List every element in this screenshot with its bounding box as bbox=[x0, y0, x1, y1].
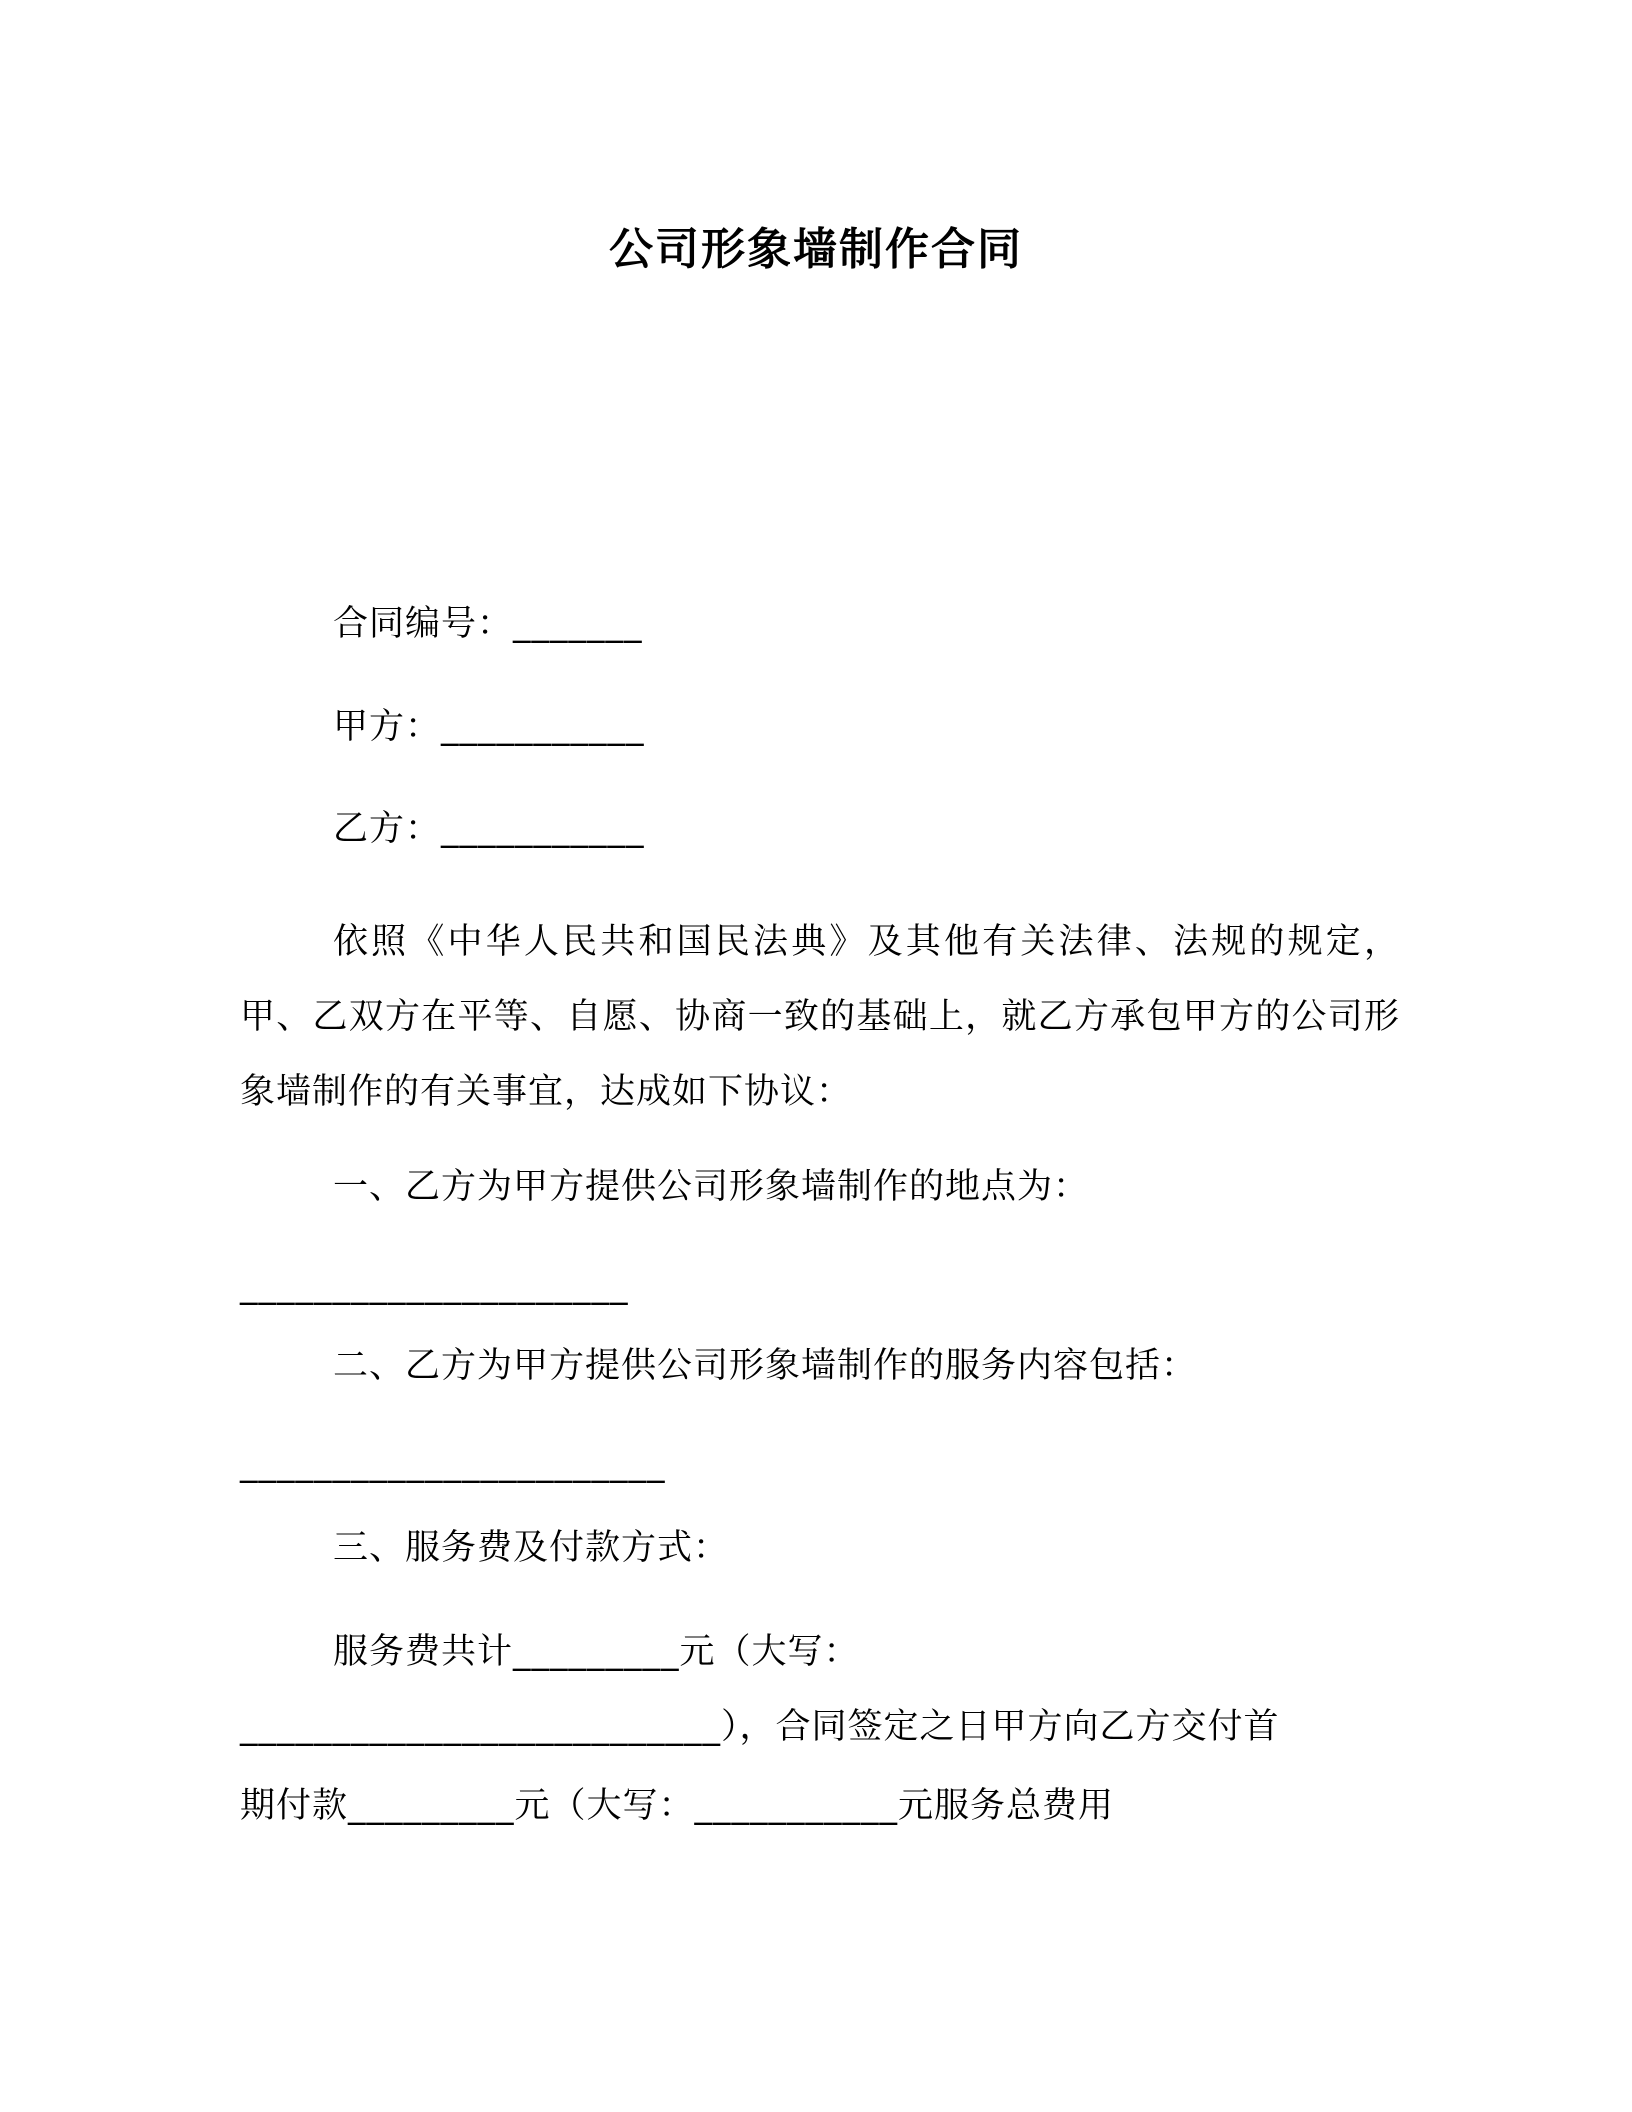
page-title: 公司形象墙制作合同 bbox=[609, 224, 1023, 275]
clause-2-blank: _______________________ bbox=[240, 1444, 666, 1484]
fee-line-1: 服务费共计_________元（大写： bbox=[333, 1632, 860, 1672]
contract-number-line: 合同编号：_______ bbox=[333, 604, 643, 644]
clause-1-title: 一、乙方为甲方提供公司形象墙制作的地点为： bbox=[333, 1167, 1090, 1207]
clause-2-title: 二、乙方为甲方提供公司形象墙制作的服务内容包括： bbox=[333, 1346, 1198, 1386]
clause-1-blank: _____________________ bbox=[240, 1266, 629, 1306]
party-b-line: 乙方：___________ bbox=[333, 809, 645, 849]
preamble-paragraph: 依照《中华人民共和国民法典》及其他有关法律、法规的规定，甲、乙双方在平等、自愿、协商一致的基础上，就乙方承包甲方的公司形象墙制作的有关事宜，达成如下协议： bbox=[240, 922, 1400, 1112]
fee-line-2: __________________________），合同签定之日甲方向乙方交付首 bbox=[240, 1707, 1280, 1747]
party-a-line: 甲方：___________ bbox=[333, 707, 645, 747]
clause-3-title: 三、服务费及付款方式： bbox=[333, 1528, 730, 1568]
fee-line-3: 期付款_________元（大写：___________元服务总费用 bbox=[240, 1786, 1115, 1826]
